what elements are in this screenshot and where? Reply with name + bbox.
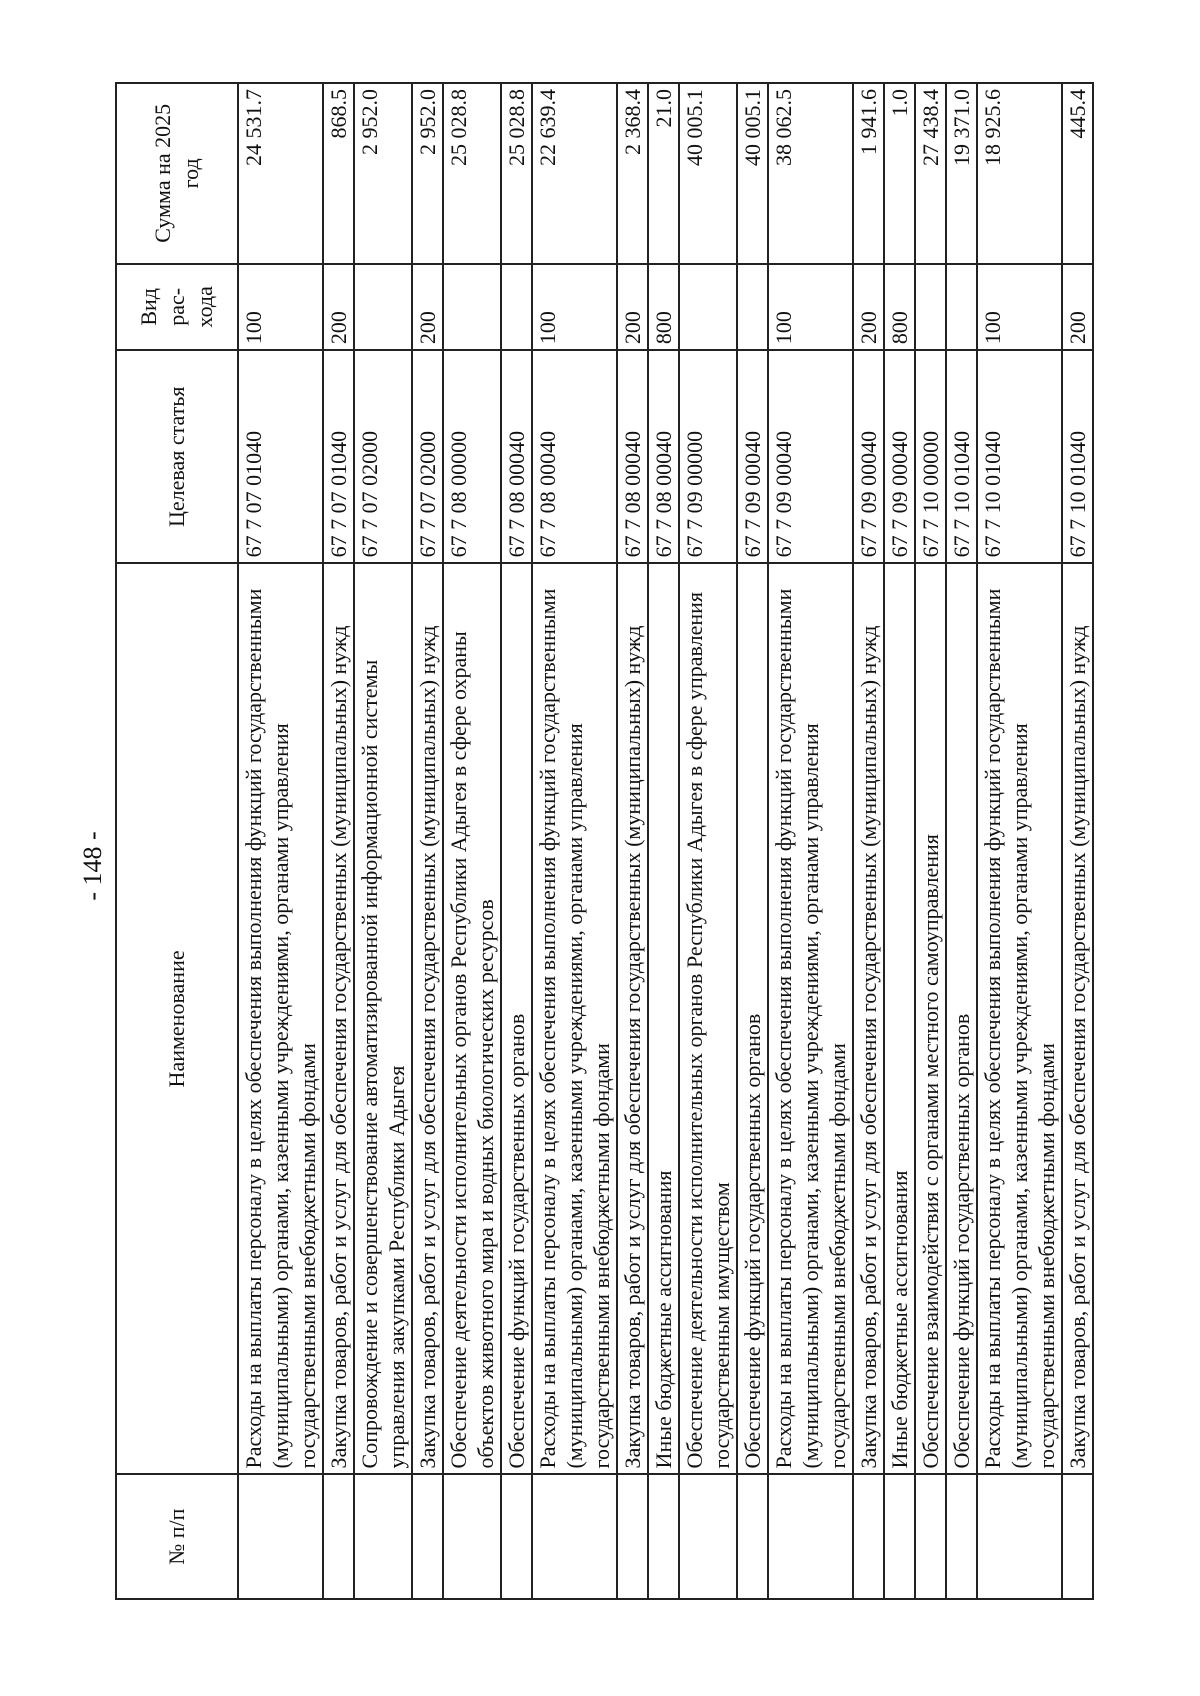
cell-num [354, 1474, 412, 1599]
header-name: Наименование [116, 563, 238, 1474]
cell-name: Закупка товаров, работ и услуг для обеспечения государственных (муниципальных) нужд [1062, 563, 1093, 1474]
table-row [412, 83, 443, 1599]
header-code: Целевая статья [116, 350, 238, 563]
cell-kind: 200 [323, 264, 354, 351]
table-row [977, 83, 1062, 1599]
cell-code: 67 7 08 00040 [648, 350, 679, 563]
cell-kind [915, 264, 946, 351]
cell-num [884, 1474, 915, 1599]
cell-amount: 19 371.0 [946, 83, 977, 264]
cell-name: Обеспечение деятельности исполнительных органов Республики Адыгея в сфере управления государственным имуществом [679, 563, 737, 1474]
cell-kind [737, 264, 768, 351]
page-number: - 148 - [78, 831, 107, 901]
cell-name: Закупка товаров, работ и услуг для обеспечения государственных (муниципальных) нужд [323, 563, 354, 1474]
cell-name: Расходы на выплаты персоналу в целях обеспечения выполнения функций государственными (муниципальными) органами, казенными учреждениями, органами управления государственными внебюджетными фондами [768, 563, 853, 1474]
cell-amount: 24 531.7 [238, 83, 323, 264]
table-row [323, 83, 354, 1599]
cell-num [238, 1474, 323, 1599]
cell-name: Иные бюджетные ассигнования [648, 563, 679, 1474]
cell-code: 67 7 09 00040 [768, 350, 853, 563]
table-row [532, 83, 617, 1599]
cell-name: Обеспечение функций государственных органов [501, 563, 532, 1474]
table-row [501, 83, 532, 1599]
table-row [946, 83, 977, 1599]
cell-kind [946, 264, 977, 351]
cell-num [768, 1474, 853, 1599]
budget-table [115, 82, 1094, 1600]
cell-name: Расходы на выплаты персоналу в целях обеспечения выполнения функций государственными (муниципальными) органами, казенными учреждениями, органами управления государственными внебюджетными фондами [532, 563, 617, 1474]
cell-code: 67 7 08 00040 [532, 350, 617, 563]
table-body [238, 83, 1093, 1599]
header-kind: Вид рас-хода [116, 264, 238, 351]
cell-amount: 2 952.0 [354, 83, 412, 264]
table-row [679, 83, 737, 1599]
cell-code: 67 7 08 00000 [443, 350, 501, 563]
table-row [354, 83, 412, 1599]
table-row [238, 83, 323, 1599]
table-row [768, 83, 853, 1599]
cell-kind [443, 264, 501, 351]
cell-code: 67 7 07 02000 [412, 350, 443, 563]
cell-kind: 200 [1062, 264, 1093, 351]
cell-code: 67 7 09 00000 [679, 350, 737, 563]
cell-amount: 21.0 [648, 83, 679, 264]
table-row [884, 83, 915, 1599]
cell-amount: 38 062.5 [768, 83, 853, 264]
cell-name: Закупка товаров, работ и услуг для обеспечения государственных (муниципальных) нужд [412, 563, 443, 1474]
cell-kind: 100 [238, 264, 323, 351]
cell-amount: 1.0 [884, 83, 915, 264]
table-row [915, 83, 946, 1599]
table-row [737, 83, 768, 1599]
cell-kind: 200 [853, 264, 884, 351]
cell-kind: 100 [977, 264, 1062, 351]
cell-num [977, 1474, 1062, 1599]
cell-num [532, 1474, 617, 1599]
cell-code: 67 7 08 00040 [617, 350, 648, 563]
header-amount: Сумма на 2025 год [116, 83, 238, 264]
cell-num [443, 1474, 501, 1599]
cell-code: 67 7 10 01040 [977, 350, 1062, 563]
cell-kind: 200 [617, 264, 648, 351]
cell-amount: 2 952.0 [412, 83, 443, 264]
table-row [648, 83, 679, 1599]
cell-name: Расходы на выплаты персоналу в целях обеспечения выполнения функций государственными (муниципальными) органами, казенными учреждениями, органами управления государственными внебюджетными фондами [977, 563, 1062, 1474]
cell-kind: 100 [768, 264, 853, 351]
cell-num [412, 1474, 443, 1599]
cell-name: Иные бюджетные ассигнования [884, 563, 915, 1474]
cell-num [617, 1474, 648, 1599]
cell-name: Сопровождение и совершенствование автоматизированной информационной системы управления закупками Республики Адыгея [354, 563, 412, 1474]
cell-code: 67 7 10 01040 [946, 350, 977, 563]
cell-code: 67 7 07 02000 [354, 350, 412, 563]
cell-kind [354, 264, 412, 351]
table-row [617, 83, 648, 1599]
cell-code: 67 7 09 00040 [737, 350, 768, 563]
cell-name: Закупка товаров, работ и услуг для обеспечения государственных (муниципальных) нужд [617, 563, 648, 1474]
cell-amount: 25 028.8 [501, 83, 532, 264]
cell-kind [679, 264, 737, 351]
cell-amount: 25 028.8 [443, 83, 501, 264]
cell-code: 67 7 10 01040 [1062, 350, 1093, 563]
cell-name: Обеспечение функций государственных органов [737, 563, 768, 1474]
cell-amount: 40 005.1 [737, 83, 768, 264]
cell-kind: 100 [532, 264, 617, 351]
cell-kind [501, 264, 532, 351]
cell-name: Расходы на выплаты персоналу в целях обеспечения выполнения функций государственными (муниципальными) органами, казенными учреждениями, органами управления государственными внебюджетными фондами [238, 563, 323, 1474]
cell-code: 67 7 10 00000 [915, 350, 946, 563]
cell-amount: 18 925.6 [977, 83, 1062, 264]
cell-num [1062, 1474, 1093, 1599]
cell-kind: 200 [412, 264, 443, 351]
cell-num [501, 1474, 532, 1599]
cell-code: 67 7 08 00040 [501, 350, 532, 563]
cell-name: Обеспечение функций государственных органов [946, 563, 977, 1474]
cell-amount: 27 438.4 [915, 83, 946, 264]
cell-code: 67 7 09 00040 [853, 350, 884, 563]
cell-kind: 800 [884, 264, 915, 351]
header-num: № п/п [116, 1474, 238, 1599]
cell-code: 67 7 07 01040 [323, 350, 354, 563]
cell-amount: 40 005.1 [679, 83, 737, 264]
cell-amount: 22 639.4 [532, 83, 617, 264]
cell-num [648, 1474, 679, 1599]
cell-num [853, 1474, 884, 1599]
cell-name: Обеспечение взаимодействия с органами местного самоуправления [915, 563, 946, 1474]
cell-amount: 2 368.4 [617, 83, 648, 264]
cell-name: Закупка товаров, работ и услуг для обеспечения государственных (муниципальных) нужд [853, 563, 884, 1474]
cell-amount: 868.5 [323, 83, 354, 264]
cell-code: 67 7 09 00040 [884, 350, 915, 563]
cell-amount: 445.4 [1062, 83, 1093, 264]
cell-amount: 1 941.6 [853, 83, 884, 264]
cell-num [323, 1474, 354, 1599]
cell-num [679, 1474, 737, 1599]
cell-kind: 800 [648, 264, 679, 351]
table-header-row [116, 83, 238, 1599]
cell-num [737, 1474, 768, 1599]
cell-num [915, 1474, 946, 1599]
table-row [853, 83, 884, 1599]
cell-num [946, 1474, 977, 1599]
cell-code: 67 7 07 01040 [238, 350, 323, 563]
cell-name: Обеспечение деятельности исполнительных органов Республики Адыгея в сфере охраны объектов животного мира и водных биологических ресурсов [443, 563, 501, 1474]
table-row [1062, 83, 1093, 1599]
table-row [443, 83, 501, 1599]
